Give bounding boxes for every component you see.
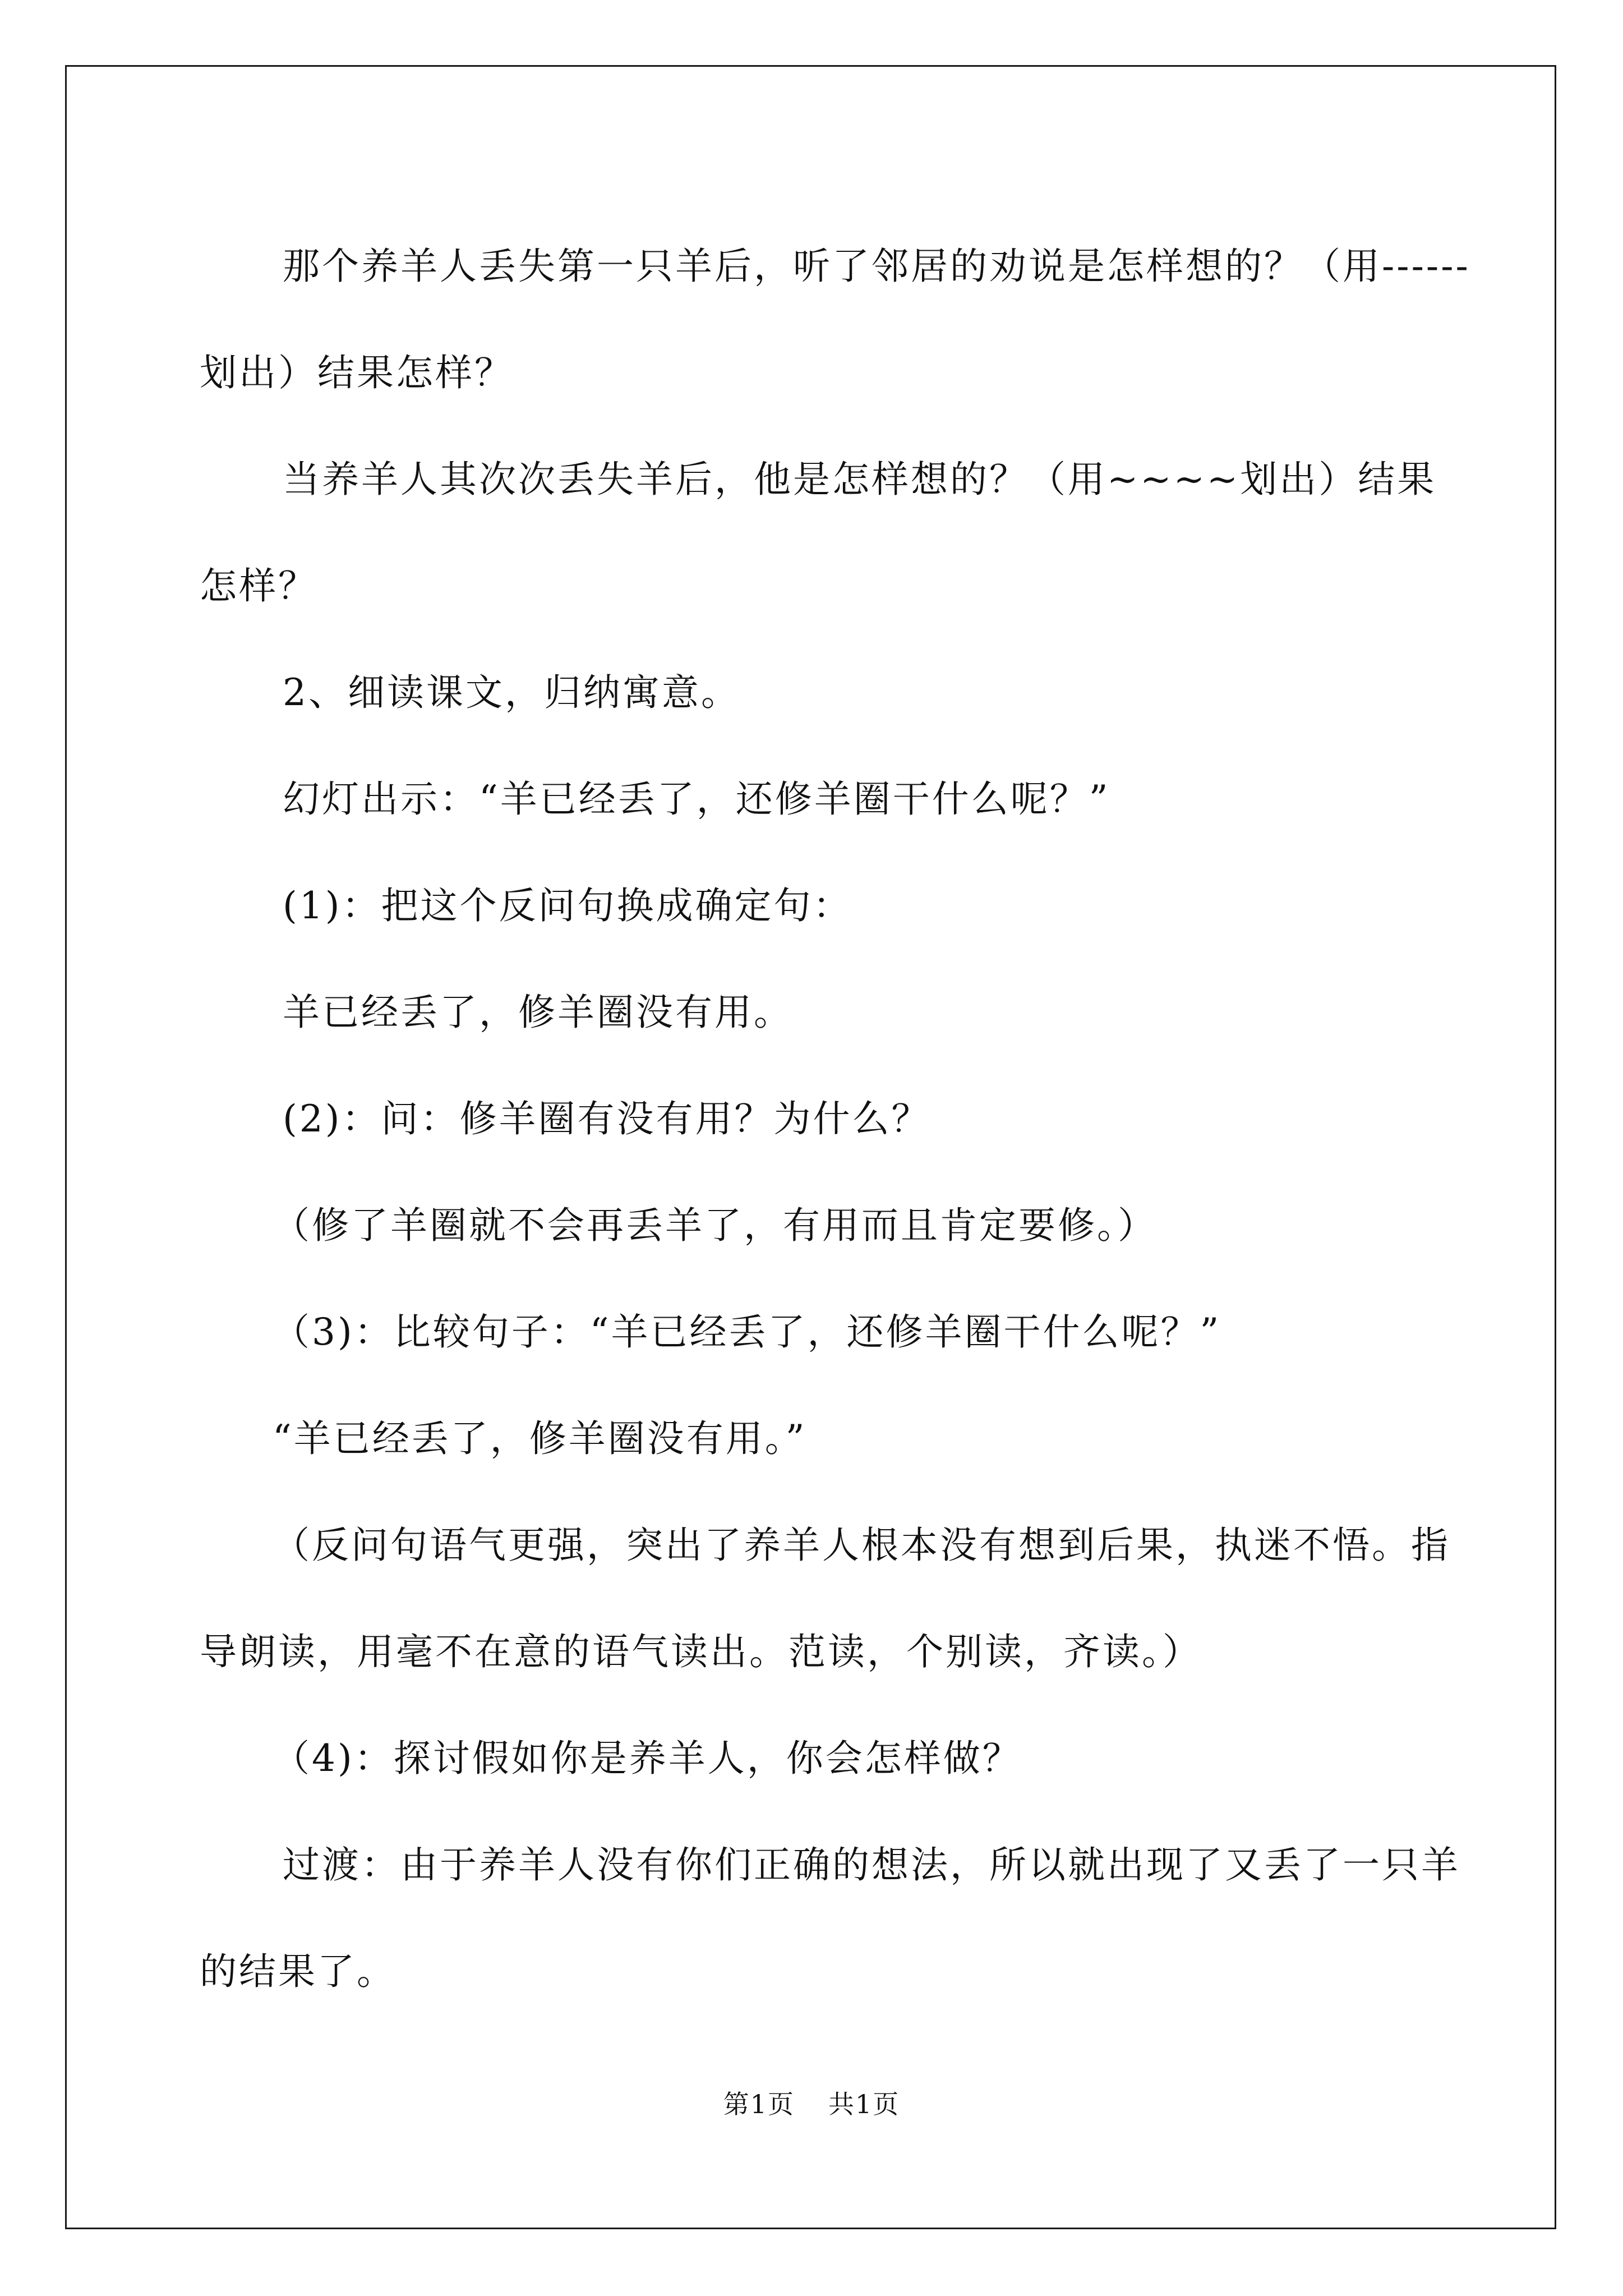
paragraph-9: （3)：比较句子：“羊已经丢了，还修羊圈干什么呢？”	[273, 1310, 1221, 1354]
page-number-current: 第1页	[723, 2089, 795, 2119]
page-footer	[0, 2084, 1623, 2121]
paragraph-1: 那个养羊人丢失第一只羊后，听了邻居的劝说是怎样想的？（用------划出）结果怎样？	[200, 245, 1470, 394]
paragraph-13: 过渡：由于养羊人没有你们正确的想法，所以就出现了又丢了一只羊的结果了。	[200, 1843, 1460, 1993]
document-body	[200, 213, 1473, 2025]
paragraph-10: “羊已经丢了，修羊圈没有用。”	[273, 1417, 807, 1460]
page-number-total: 共1页	[828, 2089, 900, 2119]
paragraph-11: （反问句语气更强，突出了养羊人根本没有想到后果，执迷不悟。指导朗读，用毫不在意的语气读出。范读，个别读，齐读。）	[200, 1524, 1450, 1673]
paragraph-7: (2)：问：修羊圈有没有用？为什么？	[283, 1097, 931, 1140]
paragraph-6: 羊已经丢了，修羊圈没有用。	[283, 991, 793, 1034]
paragraph-2: 当养羊人其次次丢失羊后，他是怎样想的？（用~~~~划出）结果怎样？	[200, 458, 1437, 608]
paragraph-8: （修了羊圈就不会再丢羊了，有用而且肯定要修。）	[273, 1204, 1157, 1247]
paragraph-12: （4)：探讨假如你是养羊人，你会怎样做？	[273, 1737, 1022, 1780]
paragraph-3: 2、细读课文，归纳寓意。	[283, 671, 740, 714]
paragraph-4: 幻灯出示：“羊已经丢了，还修羊圈干什么呢？”	[283, 777, 1110, 821]
paragraph-5: (1)：把这个反问句换成确定句：	[283, 884, 852, 927]
